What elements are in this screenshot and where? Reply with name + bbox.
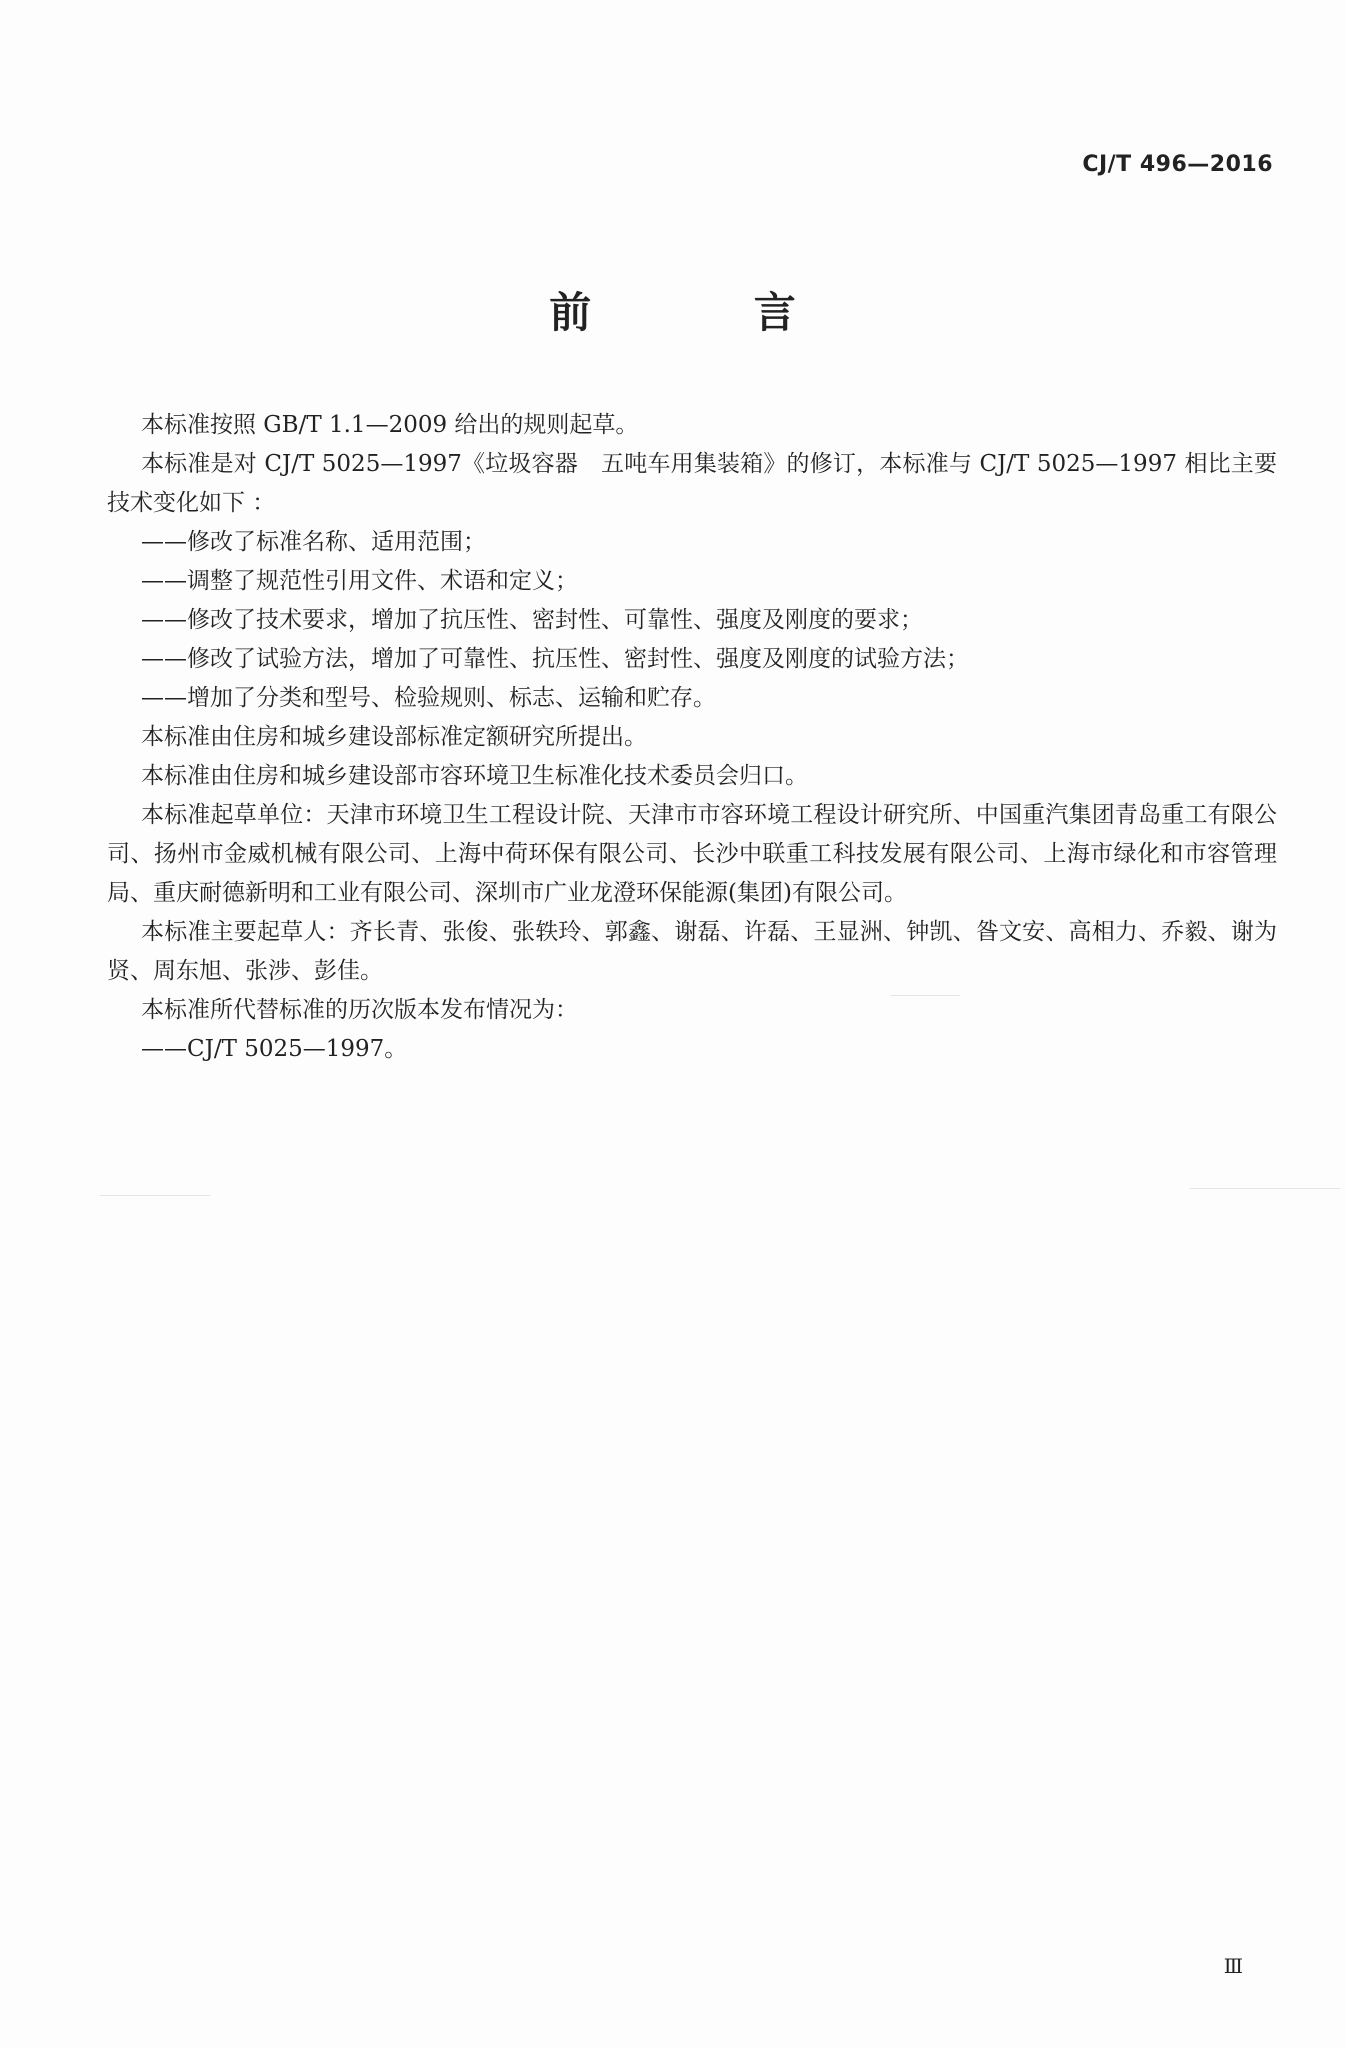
paragraph-drafting-rules: 本标准按照 GB/T 1.1—2009 给出的规则起草。 [141, 412, 639, 438]
paragraph-history-intro: 本标准所代替标准的历次版本发布情况为： [141, 997, 578, 1023]
list-item: ——修改了试验方法，增加了可靠性、抗压性、密封性、强度及刚度的试验方法； [141, 646, 969, 672]
history-item: ——CJ/T 5025—1997。 [141, 1036, 408, 1062]
paragraph-drafting-units: 本标准起草单位：天津市环境卫生工程设计院、天津市市容环境工程设计研究所、中国重汽集团青岛重工有限公司、扬州市金威机械有限公司、上海中荷环保有限公司、长沙中联重工科技发展有限公司、上海市绿化和市容管理局、重庆耐德新明和工业有限公司、深圳市广业龙澄环保能源(集团)有限公司。 [107, 802, 1277, 906]
paragraph-drafters: 本标准主要起草人：齐长青、张俊、张轶玲、郭鑫、谢磊、许磊、王显洲、钟凯、昝文安、高相力、乔毅、谢为贤、周东旭、张涉、彭佳。 [107, 919, 1277, 984]
paragraph-administered-by: 本标准由住房和城乡建设部市容环境卫生标准化技术委员会归口。 [141, 763, 808, 789]
page-number: Ⅲ [1223, 1954, 1243, 1978]
scan-artifact-line [100, 1195, 210, 1196]
list-item: ——修改了技术要求，增加了抗压性、密封性、可靠性、强度及刚度的要求； [141, 607, 923, 633]
standard-code: CJ/T 496—2016 [1082, 152, 1273, 177]
foreword-body [107, 406, 1277, 1069]
list-item: ——调整了规范性引用文件、术语和定义； [141, 568, 578, 594]
page-title: 前 言 [549, 288, 870, 337]
paragraph-proposed-by: 本标准由住房和城乡建设部标准定额研究所提出。 [141, 724, 647, 750]
list-item: ——修改了标准名称、适用范围； [141, 529, 486, 555]
list-item: ——增加了分类和型号、检验规则、标志、运输和贮存。 [141, 685, 716, 711]
scan-artifact-line [890, 995, 960, 996]
scan-artifact-line [1190, 1188, 1340, 1189]
paragraph-revision-note: 本标准是对 CJ/T 5025—1997《垃圾容器 五吨车用集装箱》的修订，本标准与 CJ/T 5025—1997 相比主要技术变化如下 ： [107, 451, 1277, 516]
